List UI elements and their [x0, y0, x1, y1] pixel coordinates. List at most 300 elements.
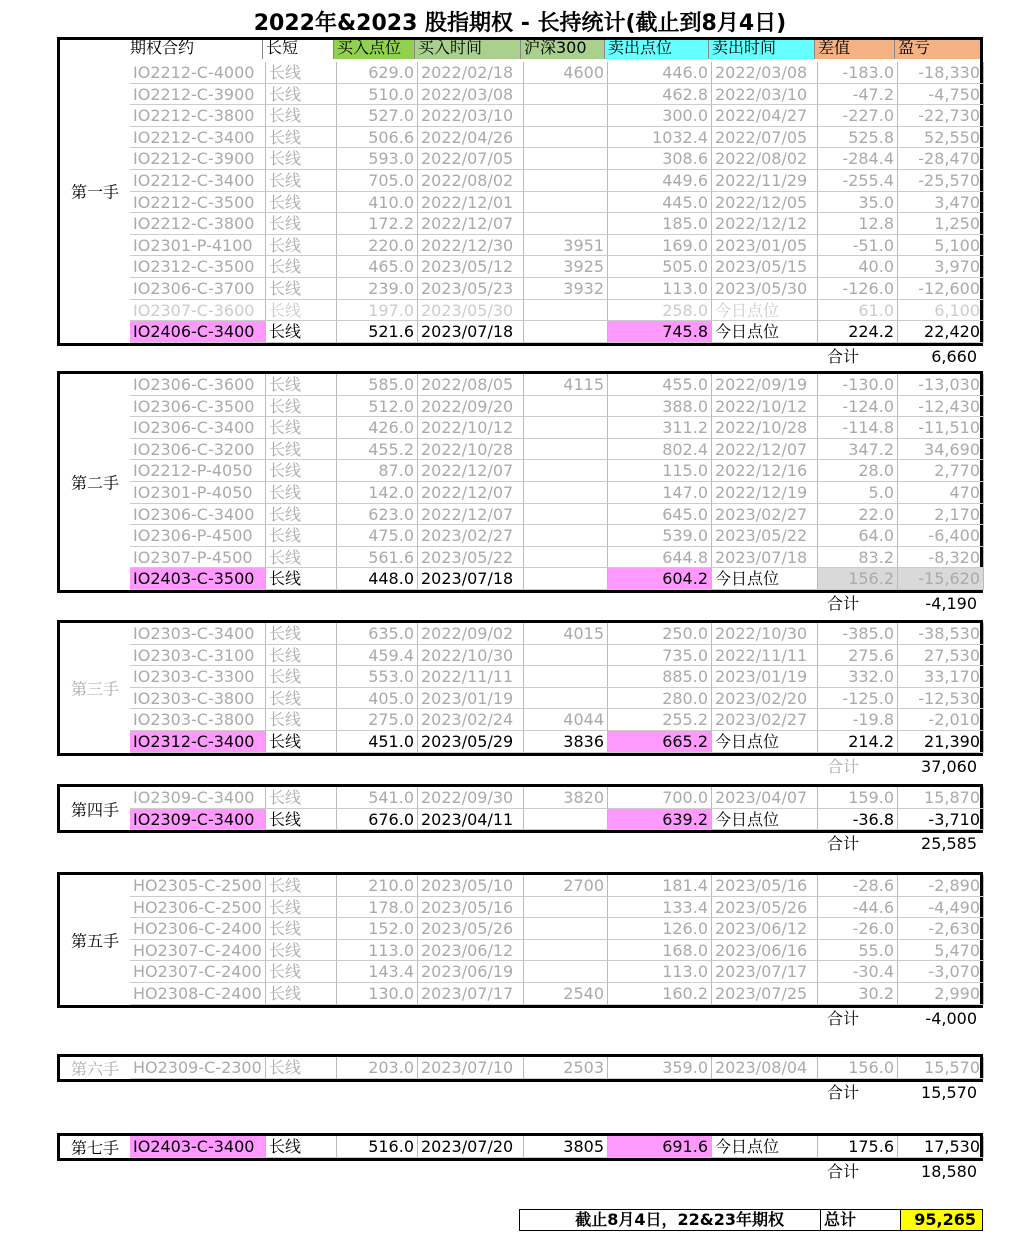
- cell-contract: IO2212-C-3400: [130, 170, 266, 192]
- cell-csi300: [524, 460, 608, 482]
- cell-term: 长线: [266, 897, 337, 919]
- cell-sell-date: 2023/05/15: [712, 256, 818, 278]
- cell-term: 长线: [266, 460, 337, 482]
- cell-pnl: 6,100: [898, 300, 984, 322]
- header-sell-price: 卖出点位: [605, 37, 709, 59]
- cell-pnl: 2,170: [898, 504, 984, 526]
- cell-sell-price: 147.0: [608, 482, 712, 504]
- cell-pnl: 17,530: [898, 1136, 984, 1158]
- cell-contract: IO2306-C-3400: [130, 504, 266, 526]
- cell-csi300: [524, 547, 608, 569]
- cell-diff: 156.0: [818, 1057, 898, 1079]
- cell-buy-date: 2023/05/26: [418, 918, 524, 940]
- cell-sell-price: 169.0: [608, 235, 712, 257]
- cell-term: 长线: [266, 809, 337, 831]
- table-row: [130, 875, 984, 897]
- cell-contract: HO2306-C-2500: [130, 897, 266, 919]
- cell-diff: 159.0: [818, 787, 898, 809]
- cell-pnl: -2,630: [898, 918, 984, 940]
- cell-diff: 175.6: [818, 1136, 898, 1158]
- table-row: [130, 709, 984, 731]
- cell-term: 长线: [266, 875, 337, 897]
- cell-buy-date: 2022/12/01: [418, 192, 524, 214]
- group-label: 第一手: [70, 182, 119, 202]
- cell-sell-price: 645.0: [608, 504, 712, 526]
- cell-diff: 55.0: [818, 940, 898, 962]
- cell-buy-date: 2022/08/02: [418, 170, 524, 192]
- header-csi300: 沪深300: [521, 37, 605, 59]
- cell-contract: IO2212-C-3500: [130, 192, 266, 214]
- cell-contract: IO2306-C-3500: [130, 396, 266, 418]
- cell-sell-date: 2023/07/17: [712, 961, 818, 983]
- cell-sell-date: 2023/05/26: [712, 897, 818, 919]
- cell-csi300: [524, 645, 608, 667]
- cell-pnl: -25,570: [898, 170, 984, 192]
- table-row: [130, 321, 984, 343]
- cell-pnl: -38,530: [898, 623, 984, 645]
- subtotal-label: 合计: [827, 1082, 860, 1102]
- group-2: [57, 371, 983, 593]
- cell-sell-price: 455.0: [608, 374, 712, 396]
- cell-sell-date: 2023/06/16: [712, 940, 818, 962]
- cell-pnl: -13,030: [898, 374, 984, 396]
- cell-sell-date: 2022/03/08: [712, 62, 818, 84]
- cell-diff: 12.8: [818, 213, 898, 235]
- header-contract: 期权合约: [127, 37, 263, 59]
- cell-buy-price: 516.0: [337, 1136, 418, 1158]
- cell-term: 长线: [266, 731, 337, 753]
- cell-buy-date: 2022/09/30: [418, 787, 524, 809]
- group-label: 第七手: [70, 1138, 119, 1158]
- cell-csi300: 2503: [524, 1057, 608, 1079]
- table-row: [130, 1136, 984, 1158]
- cell-buy-date: 2022/03/08: [418, 84, 524, 106]
- cell-buy-price: 635.0: [337, 623, 418, 645]
- cell-term: 长线: [266, 439, 337, 461]
- cell-buy-price: 210.0: [337, 875, 418, 897]
- cell-csi300: [524, 148, 608, 170]
- cell-sell-date: 2022/11/29: [712, 170, 818, 192]
- cell-diff: 22.0: [818, 504, 898, 526]
- cell-pnl: 2,990: [898, 983, 984, 1005]
- table-row: [130, 374, 984, 396]
- cell-sell-price: 604.2: [608, 568, 712, 590]
- cell-term: 长线: [266, 170, 337, 192]
- cell-sell-date: 2023/05/22: [712, 525, 818, 547]
- cell-term: 长线: [266, 148, 337, 170]
- cell-csi300: [524, 918, 608, 940]
- cell-buy-date: 2022/09/20: [418, 396, 524, 418]
- cell-contract: IO2212-C-3800: [130, 105, 266, 127]
- cell-contract: IO2309-C-3400: [130, 809, 266, 831]
- group-subtotal: [817, 1161, 977, 1183]
- cell-sell-date: 2022/10/28: [712, 417, 818, 439]
- cell-pnl: -2,010: [898, 709, 984, 731]
- cell-csi300: 4115: [524, 374, 608, 396]
- cell-diff: -126.0: [818, 278, 898, 300]
- table-row: [130, 278, 984, 300]
- cell-buy-price: 197.0: [337, 300, 418, 322]
- cell-pnl: 2,770: [898, 460, 984, 482]
- subtotal-value: 6,660: [931, 346, 977, 366]
- table-row: [130, 688, 984, 710]
- cell-sell-price: 255.2: [608, 709, 712, 731]
- cell-csi300: [524, 439, 608, 461]
- cell-contract: IO2303-C-3800: [130, 688, 266, 710]
- table-row: [130, 439, 984, 461]
- cell-buy-date: 2023/07/18: [418, 321, 524, 343]
- cell-term: 长线: [266, 525, 337, 547]
- cell-term: 长线: [266, 278, 337, 300]
- cell-sell-price: 446.0: [608, 62, 712, 84]
- cell-sell-date: 2022/10/12: [712, 396, 818, 418]
- cell-buy-price: 405.0: [337, 688, 418, 710]
- cell-term: 长线: [266, 688, 337, 710]
- cell-buy-price: 593.0: [337, 148, 418, 170]
- subtotal-value: 15,570: [921, 1082, 977, 1102]
- cell-buy-date: 2022/12/30: [418, 235, 524, 257]
- cell-diff: 28.0: [818, 460, 898, 482]
- table-row: [130, 809, 984, 831]
- cell-contract: IO2303-C-3800: [130, 709, 266, 731]
- group-subtotal: [817, 756, 977, 778]
- cell-sell-date: 2022/12/05: [712, 192, 818, 214]
- cell-buy-price: 172.2: [337, 213, 418, 235]
- cell-sell-price: 505.0: [608, 256, 712, 278]
- group-label: 第二手: [70, 473, 119, 493]
- cell-buy-date: 2023/06/12: [418, 940, 524, 962]
- table-row: [130, 983, 984, 1005]
- cell-buy-date: 2022/02/18: [418, 62, 524, 84]
- cell-sell-price: 802.4: [608, 439, 712, 461]
- table-row: [130, 1057, 984, 1079]
- cell-buy-date: 2023/05/30: [418, 300, 524, 322]
- cell-buy-date: 2022/10/30: [418, 645, 524, 667]
- table-row: [130, 961, 984, 983]
- cell-term: 长线: [266, 321, 337, 343]
- cell-csi300: [524, 525, 608, 547]
- cell-diff: -30.4: [818, 961, 898, 983]
- grand-total-caption: 截止8月4日，22&23年期权: [575, 1210, 784, 1229]
- cell-buy-date: 2022/10/12: [418, 417, 524, 439]
- cell-csi300: [524, 666, 608, 688]
- cell-pnl: 1,250: [898, 213, 984, 235]
- cell-pnl: 5,470: [898, 940, 984, 962]
- cell-contract: HO2306-C-2400: [130, 918, 266, 940]
- table-row: [130, 504, 984, 526]
- table-row: [130, 417, 984, 439]
- cell-sell-date: 2023/01/05: [712, 235, 818, 257]
- table-row: [130, 645, 984, 667]
- table-row: [130, 105, 984, 127]
- cell-term: 长线: [266, 192, 337, 214]
- cell-buy-price: 448.0: [337, 568, 418, 590]
- cell-buy-price: 203.0: [337, 1057, 418, 1079]
- cell-sell-price: 258.0: [608, 300, 712, 322]
- cell-diff: 224.2: [818, 321, 898, 343]
- cell-term: 长线: [266, 127, 337, 149]
- cell-contract: IO2307-C-3600: [130, 300, 266, 322]
- cell-sell-price: 300.0: [608, 105, 712, 127]
- subtotal-label: 合计: [827, 1161, 860, 1181]
- cell-csi300: 3951: [524, 235, 608, 257]
- cell-contract: IO2306-C-3400: [130, 417, 266, 439]
- cell-csi300: 4600: [524, 62, 608, 84]
- cell-csi300: [524, 417, 608, 439]
- cell-sell-date: 2023/01/19: [712, 666, 818, 688]
- table-row: [130, 568, 984, 590]
- cell-pnl: 21,390: [898, 731, 984, 753]
- cell-sell-date: 2022/04/27: [712, 105, 818, 127]
- table-row: [130, 918, 984, 940]
- grand-total-value: 95,265: [900, 1210, 982, 1230]
- cell-buy-price: 629.0: [337, 62, 418, 84]
- cell-csi300: 3820: [524, 787, 608, 809]
- table-row: [130, 192, 984, 214]
- cell-pnl: -18,330: [898, 62, 984, 84]
- cell-csi300: [524, 192, 608, 214]
- cell-buy-price: 465.0: [337, 256, 418, 278]
- group-label: 第三手: [70, 679, 119, 699]
- table-row: [130, 300, 984, 322]
- cell-sell-price: 160.2: [608, 983, 712, 1005]
- cell-sell-price: 133.4: [608, 897, 712, 919]
- cell-diff: -114.8: [818, 417, 898, 439]
- subtotal-label: 合计: [827, 594, 860, 613]
- cell-buy-price: 142.0: [337, 482, 418, 504]
- cell-buy-price: 410.0: [337, 192, 418, 214]
- cell-buy-price: 113.0: [337, 940, 418, 962]
- cell-contract: IO2306-C-3200: [130, 439, 266, 461]
- cell-contract: IO2212-P-4050: [130, 460, 266, 482]
- cell-buy-date: 2022/12/07: [418, 213, 524, 235]
- group-5: [57, 872, 983, 1008]
- cell-pnl: 5,100: [898, 235, 984, 257]
- cell-contract: IO2306-C-3600: [130, 374, 266, 396]
- cell-contract: IO2403-C-3500: [130, 568, 266, 590]
- cell-csi300: [524, 321, 608, 343]
- cell-sell-price: 691.6: [608, 1136, 712, 1158]
- cell-csi300: [524, 170, 608, 192]
- cell-buy-date: 2023/02/24: [418, 709, 524, 731]
- cell-diff: -19.8: [818, 709, 898, 731]
- cell-buy-date: 2022/12/07: [418, 482, 524, 504]
- cell-diff: 275.6: [818, 645, 898, 667]
- cell-pnl: -8,320: [898, 547, 984, 569]
- cell-sell-price: 462.8: [608, 84, 712, 106]
- cell-buy-price: 623.0: [337, 504, 418, 526]
- cell-buy-price: 506.6: [337, 127, 418, 149]
- cell-sell-date: 2023/02/20: [712, 688, 818, 710]
- group-label: 第五手: [70, 931, 119, 951]
- cell-diff: -227.0: [818, 105, 898, 127]
- group-label: 第四手: [70, 800, 119, 820]
- cell-buy-date: 2023/07/18: [418, 568, 524, 590]
- cell-csi300: [524, 504, 608, 526]
- cell-diff: -26.0: [818, 918, 898, 940]
- cell-term: 长线: [266, 961, 337, 983]
- cell-contract: HO2308-C-2400: [130, 983, 266, 1005]
- cell-pnl: -3,070: [898, 961, 984, 983]
- cell-sell-price: 168.0: [608, 940, 712, 962]
- page-title: 2022年&2023 股指期权 - 长持统计(截止到8月4日): [253, 11, 787, 36]
- cell-buy-date: 2022/08/05: [418, 374, 524, 396]
- cell-csi300: 4015: [524, 623, 608, 645]
- cell-diff: 5.0: [818, 482, 898, 504]
- cell-diff: -125.0: [818, 688, 898, 710]
- subtotal-value: 25,585: [921, 834, 977, 854]
- cell-sell-date: 2023/02/27: [712, 504, 818, 526]
- table-row: [130, 256, 984, 278]
- cell-diff: -36.8: [818, 809, 898, 831]
- cell-term: 长线: [266, 1136, 337, 1158]
- cell-term: 长线: [266, 213, 337, 235]
- cell-csi300: [524, 300, 608, 322]
- cell-pnl: 34,690: [898, 439, 984, 461]
- cell-pnl: 15,570: [898, 1057, 984, 1079]
- cell-pnl: 15,870: [898, 787, 984, 809]
- table-row: [130, 213, 984, 235]
- cell-contract: IO2312-C-3400: [130, 731, 266, 753]
- cell-sell-price: 115.0: [608, 460, 712, 482]
- cell-csi300: [524, 482, 608, 504]
- cell-buy-date: 2023/05/16: [418, 897, 524, 919]
- cell-buy-price: 561.6: [337, 547, 418, 569]
- table-row: [130, 127, 984, 149]
- cell-diff: 30.2: [818, 983, 898, 1005]
- cell-csi300: [524, 940, 608, 962]
- table-row: [130, 62, 984, 84]
- cell-pnl: 27,530: [898, 645, 984, 667]
- table-row: [130, 731, 984, 753]
- header-buy-price: 买入点位: [334, 37, 415, 59]
- group-label: 第六手: [70, 1059, 119, 1079]
- cell-term: 长线: [266, 396, 337, 418]
- table-row: [130, 482, 984, 504]
- cell-pnl: 52,550: [898, 127, 984, 149]
- cell-term: 长线: [266, 256, 337, 278]
- cell-contract: HO2305-C-2500: [130, 875, 266, 897]
- cell-term: 长线: [266, 482, 337, 504]
- cell-csi300: 3805: [524, 1136, 608, 1158]
- cell-diff: 332.0: [818, 666, 898, 688]
- cell-pnl: -28,470: [898, 148, 984, 170]
- cell-buy-date: 2022/09/02: [418, 623, 524, 645]
- cell-sell-date: 2023/07/18: [712, 547, 818, 569]
- group-4: [57, 784, 983, 833]
- cell-buy-price: 676.0: [337, 809, 418, 831]
- cell-csi300: [524, 105, 608, 127]
- table-row: [130, 525, 984, 547]
- subtotal-value: -4,190: [925, 594, 977, 613]
- cell-buy-date: 2023/05/22: [418, 547, 524, 569]
- cell-csi300: [524, 127, 608, 149]
- table-row: [130, 170, 984, 192]
- cell-contract: IO2403-C-3400: [130, 1136, 266, 1158]
- cell-sell-date: 2022/12/16: [712, 460, 818, 482]
- cell-contract: IO2303-C-3400: [130, 623, 266, 645]
- cell-sell-price: 185.0: [608, 213, 712, 235]
- cell-sell-date: 2023/08/04: [712, 1057, 818, 1079]
- cell-sell-date: 2022/12/12: [712, 213, 818, 235]
- subtotal-label: 合计: [827, 346, 860, 366]
- cell-pnl: -12,600: [898, 278, 984, 300]
- cell-diff: -51.0: [818, 235, 898, 257]
- cell-sell-date: 2022/12/19: [712, 482, 818, 504]
- table-row: [130, 666, 984, 688]
- cell-diff: -385.0: [818, 623, 898, 645]
- header-diff: 差值: [815, 37, 895, 59]
- cell-term: 长线: [266, 940, 337, 962]
- cell-buy-price: 152.0: [337, 918, 418, 940]
- cell-buy-date: 2023/04/11: [418, 809, 524, 831]
- cell-buy-price: 87.0: [337, 460, 418, 482]
- cell-diff: 347.2: [818, 439, 898, 461]
- cell-buy-price: 527.0: [337, 105, 418, 127]
- group-subtotal: [817, 1008, 977, 1030]
- cell-buy-price: 178.0: [337, 897, 418, 919]
- cell-buy-price: 426.0: [337, 417, 418, 439]
- cell-csi300: 4044: [524, 709, 608, 731]
- grand-total-label: 总计: [820, 1210, 900, 1230]
- cell-diff: 40.0: [818, 256, 898, 278]
- cell-term: 长线: [266, 417, 337, 439]
- cell-pnl: -22,730: [898, 105, 984, 127]
- cell-pnl: 3,970: [898, 256, 984, 278]
- cell-csi300: [524, 961, 608, 983]
- cell-buy-date: 2022/12/07: [418, 460, 524, 482]
- grand-total-bar: [519, 1209, 983, 1231]
- cell-buy-price: 512.0: [337, 396, 418, 418]
- table-row: [130, 787, 984, 809]
- cell-sell-price: 885.0: [608, 666, 712, 688]
- cell-buy-date: 2023/05/12: [418, 256, 524, 278]
- cell-sell-price: 250.0: [608, 623, 712, 645]
- cell-term: 长线: [266, 709, 337, 731]
- cell-csi300: [524, 84, 608, 106]
- cell-sell-date: 2023/02/27: [712, 709, 818, 731]
- cell-buy-date: 2023/07/10: [418, 1057, 524, 1079]
- subtotal-value: 37,060: [921, 756, 977, 776]
- table-row: [130, 460, 984, 482]
- cell-pnl: 22,420: [898, 321, 984, 343]
- cell-sell-date: 今日点位: [712, 568, 818, 590]
- table-row: [130, 547, 984, 569]
- cell-term: 长线: [266, 645, 337, 667]
- cell-sell-price: 308.6: [608, 148, 712, 170]
- cell-diff: -28.6: [818, 875, 898, 897]
- cell-contract: HO2307-C-2400: [130, 940, 266, 962]
- cell-pnl: 470: [898, 482, 984, 504]
- cell-pnl: -15,620: [898, 568, 984, 590]
- cell-buy-date: 2022/12/07: [418, 504, 524, 526]
- cell-diff: 35.0: [818, 192, 898, 214]
- cell-contract: IO2212-C-3400: [130, 127, 266, 149]
- cell-buy-date: 2022/04/26: [418, 127, 524, 149]
- cell-pnl: 3,470: [898, 192, 984, 214]
- cell-pnl: -12,430: [898, 396, 984, 418]
- table-row: [130, 84, 984, 106]
- table-row: [130, 148, 984, 170]
- group-6: [57, 1054, 983, 1082]
- cell-buy-price: 220.0: [337, 235, 418, 257]
- cell-diff: 61.0: [818, 300, 898, 322]
- cell-sell-price: 126.0: [608, 918, 712, 940]
- cell-contract: IO2212-C-3800: [130, 213, 266, 235]
- cell-pnl: -3,710: [898, 809, 984, 831]
- cell-diff: -130.0: [818, 374, 898, 396]
- cell-csi300: 2700: [524, 875, 608, 897]
